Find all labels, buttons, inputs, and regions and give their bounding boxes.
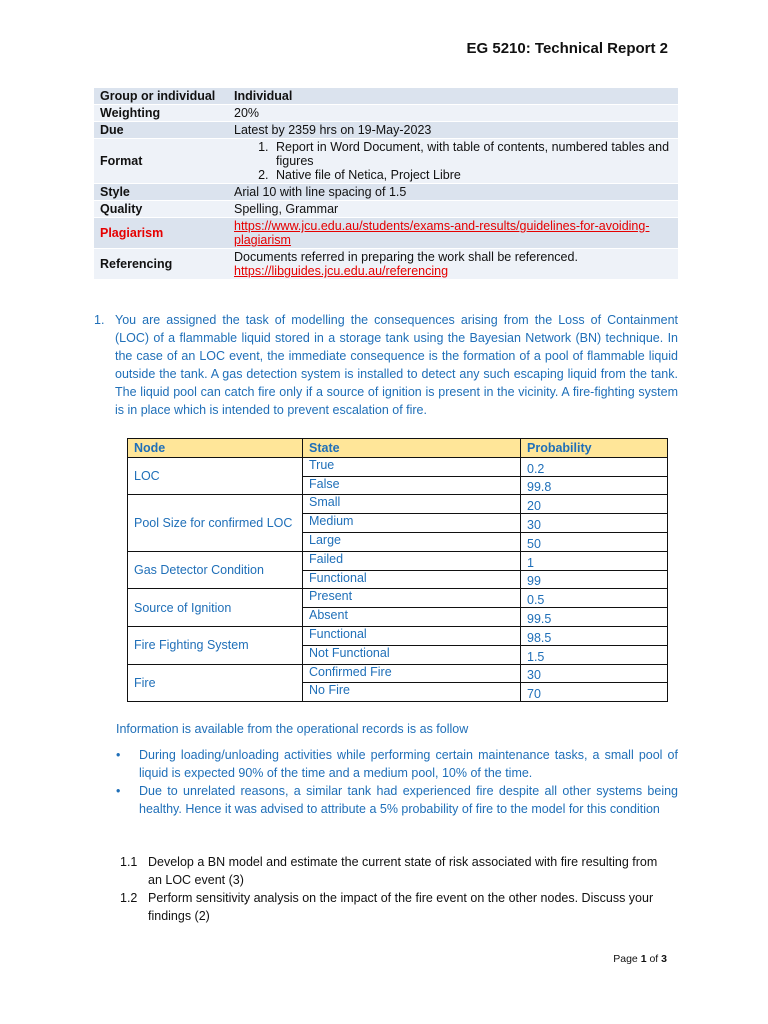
node-cell: Fire xyxy=(128,664,303,702)
probability-cell: 1 xyxy=(521,551,668,570)
node-cell: Pool Size for confirmed LOC xyxy=(128,495,303,551)
probability-cell: 0.2 xyxy=(521,457,668,476)
probability-cell: 0.5 xyxy=(521,589,668,608)
table-row xyxy=(128,457,668,476)
due-value: Latest by 2359 hrs on 19-May-2023 xyxy=(228,122,678,139)
style-value: Arial 10 with line spacing of 1.5 xyxy=(228,184,678,201)
list-item xyxy=(116,782,678,818)
probability-cell: 20 xyxy=(521,495,668,514)
state-cell: Confirmed Fire xyxy=(303,664,521,683)
subquestion-1-2 xyxy=(120,889,670,925)
subquestion-1-1 xyxy=(120,853,670,889)
probability-cell: 70 xyxy=(521,683,668,702)
probability-cell: 99 xyxy=(521,570,668,589)
table-row xyxy=(128,589,668,608)
format-item: 2. Native file of Netica, Project Libre xyxy=(272,168,672,182)
group-label: Group or individual xyxy=(94,88,228,105)
bullet-text: Due to unrelated reasons, a similar tank had experienced fire despite all other systems being healthy. Hence it was advised to attribute a 5% probability of fire to the model for this condition xyxy=(139,784,678,816)
info-row-quality xyxy=(94,201,678,218)
state-cell: False xyxy=(303,476,521,495)
bn-node-table xyxy=(127,438,668,702)
table-row xyxy=(128,626,668,645)
table-row xyxy=(128,551,668,570)
weighting-label: Weighting xyxy=(94,105,228,122)
probability-cell: 30 xyxy=(521,664,668,683)
subquestion-number: 1.1 xyxy=(120,855,138,869)
state-cell: No Fire xyxy=(303,683,521,702)
info-row-format xyxy=(94,139,678,184)
referencing-value xyxy=(228,249,678,280)
state-cell: Absent xyxy=(303,608,521,627)
subquestion-text: Develop a BN model and estimate the current state of risk associated with fire resulting from an LOC event (3) xyxy=(148,855,658,887)
probability-cell: 50 xyxy=(521,532,668,551)
info-row-weighting xyxy=(94,105,678,122)
state-cell: True xyxy=(303,457,521,476)
probability-cell: 1.5 xyxy=(521,645,668,664)
node-cell: LOC xyxy=(128,457,303,495)
node-cell: Gas Detector Condition xyxy=(128,551,303,589)
probability-cell: 99.5 xyxy=(521,608,668,627)
question-text: You are assigned the task of modelling the consequences arising from the Loss of Containment (LOC) of a flammable liquid stored in a storage tank using the Bayesian Network (BN) technique. In the case of an LOC event, the immediate consequence is the formation of a pool of flammable liquid outside the tank. A gas detection system is installed to detect any such escaping liquid from the tank. The liquid pool can catch fire only if a source of ignition is present in the vicinity. A fire-fighting system is in place which is intended to prevent escalation of fire. xyxy=(115,313,678,417)
state-cell: Not Functional xyxy=(303,645,521,664)
node-table-header xyxy=(128,439,668,458)
probability-cell: 30 xyxy=(521,514,668,533)
subquestion-text: Perform sensitivity analysis on the impact of the fire event on the other nodes. Discuss your findings (2) xyxy=(148,891,654,923)
format-label: Format xyxy=(94,139,228,184)
page-footer xyxy=(613,953,667,965)
header-node: Node xyxy=(128,439,303,458)
page-prefix: Page xyxy=(613,953,638,965)
due-label: Due xyxy=(94,122,228,139)
state-cell: Large xyxy=(303,532,521,551)
info-row-group xyxy=(94,88,678,105)
info-row-due xyxy=(94,122,678,139)
question-number: 1. xyxy=(94,313,105,327)
info-row-plagiarism xyxy=(94,218,678,249)
bullet-icon: • xyxy=(116,748,121,762)
group-value: Individual xyxy=(228,88,678,105)
state-cell: Functional xyxy=(303,626,521,645)
referencing-label: Referencing xyxy=(94,249,228,280)
bullet-text: During loading/unloading activities while performing certain maintenance tasks, a small pool of liquid is expected 90% of the time and a medium pool, 10% of the time. xyxy=(139,748,678,780)
subquestion-number: 1.2 xyxy=(120,891,138,905)
probability-cell: 98.5 xyxy=(521,626,668,645)
plagiarism-link[interactable]: https://www.jcu.edu.au/students/exams-and-results/guidelines-for-avoiding-plagiarism xyxy=(234,219,650,247)
document-title: EG 5210: Technical Report 2 xyxy=(466,40,668,57)
state-cell: Functional xyxy=(303,570,521,589)
question-1 xyxy=(94,311,678,419)
page-of: of xyxy=(649,953,659,965)
node-cell: Source of Ignition xyxy=(128,589,303,627)
referencing-text: Documents referred in preparing the work shall be referenced. xyxy=(234,250,578,264)
page-total: 3 xyxy=(661,953,667,965)
info-row-style xyxy=(94,184,678,201)
table-row xyxy=(128,495,668,514)
format-value xyxy=(228,139,678,184)
records-bullet-list xyxy=(116,746,678,818)
state-cell: Failed xyxy=(303,551,521,570)
style-label: Style xyxy=(94,184,228,201)
page-current: 1 xyxy=(640,953,647,965)
state-cell: Present xyxy=(303,589,521,608)
weighting-value: 20% xyxy=(228,105,678,122)
referencing-link[interactable]: https://libguides.jcu.edu.au/referencing xyxy=(234,264,449,278)
info-row-referencing xyxy=(94,249,678,280)
table-row xyxy=(128,664,668,683)
probability-cell: 99.8 xyxy=(521,476,668,495)
quality-value: Spelling, Grammar xyxy=(228,201,678,218)
format-item: 1. Report in Word Document, with table of contents, numbered tables and figures xyxy=(272,140,672,168)
plagiarism-value xyxy=(228,218,678,249)
list-item xyxy=(116,746,678,782)
state-cell: Medium xyxy=(303,514,521,533)
header-state: State xyxy=(303,439,521,458)
header-probability: Probability xyxy=(521,439,668,458)
assignment-info-table xyxy=(94,88,678,280)
plagiarism-label: Plagiarism xyxy=(94,218,228,249)
bullet-icon: • xyxy=(116,784,121,798)
format-list xyxy=(234,140,672,182)
quality-label: Quality xyxy=(94,201,228,218)
records-intro: Information is available from the operational records is as follow xyxy=(116,722,469,736)
node-cell: Fire Fighting System xyxy=(128,626,303,664)
state-cell: Small xyxy=(303,495,521,514)
